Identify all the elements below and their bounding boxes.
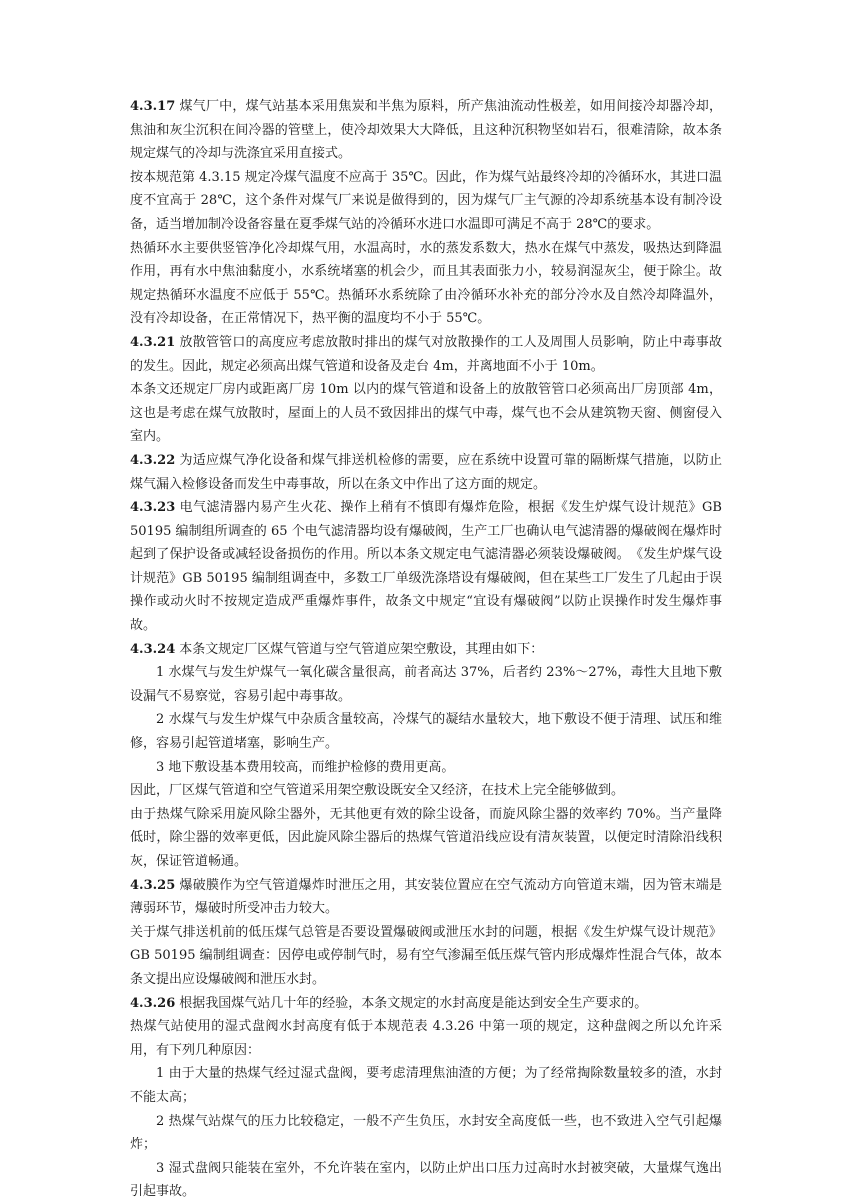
paragraph-text: 3 地下敷设基本费用较高，而维护检修的费用更高。 bbox=[156, 759, 455, 775]
paragraph-4-3-17 bbox=[130, 95, 722, 166]
paragraph-4-3-22 bbox=[130, 449, 722, 496]
paragraph-text: 关于煤气排送机前的低压煤气总管是否要设置爆破阀或泄压水封的问题，根据《发生炉煤气设计规范》GB 50195 编制组调查：因停电或停制气时，易有空气渗漏至低压煤气管内形成爆炸性混合气体，故本条文提出应设爆破阀和泄压水封。 bbox=[130, 924, 722, 987]
paragraph-text: 1 水煤气与发生炉煤气一氧化碳含量很高，前者高达 37%，后者约 23%～27%，毒性大且地下敷设漏气不易察觉，容易引起中毒事故。 bbox=[130, 665, 722, 704]
paragraph bbox=[130, 779, 722, 803]
clause-number: 4.3.22 bbox=[130, 452, 176, 468]
clause-number: 4.3.25 bbox=[130, 877, 176, 893]
paragraph-text: 本条文还规定厂房内或距离厂房 10m 以内的煤气管道和设备上的放散管管口必须高出厂房顶部 4m，这也是考虑在煤气放散时，屋面上的人员不致因排出的煤气中毒，煤气也不会从建筑物天窗、侧窗侵入室内。 bbox=[130, 382, 722, 445]
paragraph-4-3-25 bbox=[130, 874, 722, 921]
list-item bbox=[130, 708, 722, 755]
list-item bbox=[130, 1110, 722, 1157]
document-body bbox=[130, 95, 722, 1204]
clause-number: 4.3.26 bbox=[130, 995, 176, 1011]
paragraph-text: 电气滤清器内易产生火花、操作上稍有不慎即有爆炸危险，根据《发生炉煤气设计规范》GB 50195 编制组所调查的 65 个电气滤清器均设有爆破阀，生产工厂也确认电气滤清器的爆破阀在爆炸时起到了保护设备或减轻设备损伤的作用。所以本条文规定电气滤清器必须装设爆破阀。 《发生炉煤气设计规范》GB 50195 编制组调查中，多数工厂单级洗涤塔设有爆破阀，但在某些工厂发生了几起由于误操作或动火时不按规定造成严重爆炸事件，故条文中规定“宜设有爆破阀”以防止误操作时发生爆炸事故。 bbox=[130, 500, 722, 634]
paragraph bbox=[130, 378, 722, 449]
paragraph-text: 热循环水主要供竖管净化冷却煤气用，水温高时，水的蒸发系数大，热水在煤气中蒸发，吸热达到降温作用，再有水中焦油黏度小，水系统堵塞的机会少，而且其表面张力小，较易润湿灰尘，便于除尘。故规定热循环水温度不应低于 55℃。热循环水系统除了由冷循环水补充的部分冷水及自然冷却降温外，没有冷却设备，在正常情况下，热平衡的温度均不小于 55℃。 bbox=[130, 240, 722, 327]
paragraph bbox=[130, 921, 722, 992]
list-item bbox=[130, 661, 722, 708]
paragraph-text: 2 热煤气站煤气的压力比较稳定，一般不产生负压，水封安全高度低一些，也不致进入空气引起爆炸； bbox=[130, 1113, 722, 1153]
clause-number: 4.3.21 bbox=[130, 334, 176, 350]
paragraph-text: 为适应煤气净化设备和煤气排送机检修的需要，应在系统中设置可靠的隔断煤气措施，以防止煤气漏入检修设备而发生中毒事故，所以在条文中作出了这方面的规定。 bbox=[130, 452, 722, 492]
clause-number: 4.3.24 bbox=[130, 641, 176, 657]
paragraph-text: 1 由于大量的热煤气经过湿式盘阀，要考虑清理焦油渣的方便；为了经常掏除数量较多的渣，水封不能太高； bbox=[130, 1066, 722, 1105]
paragraph-4-3-23 bbox=[130, 496, 722, 638]
list-item bbox=[130, 1062, 722, 1109]
list-item bbox=[130, 1157, 722, 1204]
paragraph-4-3-21 bbox=[130, 331, 722, 378]
paragraph bbox=[130, 803, 722, 874]
paragraph bbox=[130, 237, 722, 331]
paragraph-text: 3 湿式盘阀只能装在室外，不允许装在室内，以防止炉出口压力过高时水封被突破，大量煤气逸出引起事故。 bbox=[130, 1160, 722, 1200]
paragraph-text: 放散管管口的高度应考虑放散时排出的煤气对放散操作的工人及周围人员影响，防止中毒事故的发生。因此，规定必须高出煤气管道和设备及走台 4m，并离地面不小于 10m。 bbox=[130, 334, 722, 374]
paragraph-text: 本条文规定厂区煤气管道与空气管道应架空敷设，其理由如下： bbox=[179, 641, 544, 657]
paragraph bbox=[130, 166, 722, 237]
paragraph-text: 热煤气站使用的湿式盘阀水封高度有低于本规范表 4.3.26 中第一项的规定，这种盘阀之所以允许采用，有下列几种原因： bbox=[130, 1019, 722, 1058]
paragraph-text: 因此，厂区煤气管道和空气管道采用架空敷设既安全又经济，在技术上完全能够做到。 bbox=[130, 783, 625, 799]
clause-number: 4.3.23 bbox=[130, 500, 176, 516]
paragraph-text: 爆破膜作为空气管道爆炸时泄压之用，其安装位置应在空气流动方向管道末端，因为管末端是薄弱环节，爆破时所受冲击力较大。 bbox=[130, 877, 722, 917]
list-item bbox=[130, 756, 722, 780]
paragraph-text: 按本规范第 4.3.15 规定冷煤气温度不应高于 35℃。因此，作为煤气站最终冷却的冷循环水，其进口温度不宜高于 28℃，这个条件对煤气厂来说是做得到的，因为煤气厂主气源的冷却系统基本设有制冷设备，适当增加制冷设备容量在夏季煤气站的冷循环水进口水温即可满足不高于 28℃的要求。 bbox=[130, 169, 722, 232]
paragraph-text: 根据我国煤气站几十年的经验，本条文规定的水封高度是能达到安全生产要求的。 bbox=[179, 995, 648, 1011]
paragraph-text: 2 水煤气与发生炉煤气中杂质含量较高，冷煤气的凝结水量较大，地下敷设不便于清理、试压和维修，容易引起管道堵塞，影响生产。 bbox=[130, 712, 722, 752]
paragraph-text: 煤气厂中，煤气站基本采用焦炭和半焦为原料，所产焦油流动性极差，如用间接冷却器冷却，焦油和灰尘沉积在间冷器的管壁上，使冷却效果大大降低，且这种沉积物坚如岩石，很难清除，故本条规定煤气的冷却与洗涤宜采用直接式。 bbox=[130, 99, 722, 162]
paragraph-4-3-26 bbox=[130, 992, 722, 1016]
paragraph-4-3-24 bbox=[130, 638, 722, 662]
paragraph-text: 由于热煤气除采用旋风除尘器外，无其他更有效的除尘设备，而旋风除尘器的效率约 70%。当产量降低时，除尘器的效率更低，因此旋风除尘器后的热煤气管道沿线应设有清灰装置，以便定时清除沿线积灰，保证管道畅通。 bbox=[130, 806, 722, 869]
clause-number: 4.3.17 bbox=[130, 99, 176, 114]
paragraph bbox=[130, 1015, 722, 1062]
